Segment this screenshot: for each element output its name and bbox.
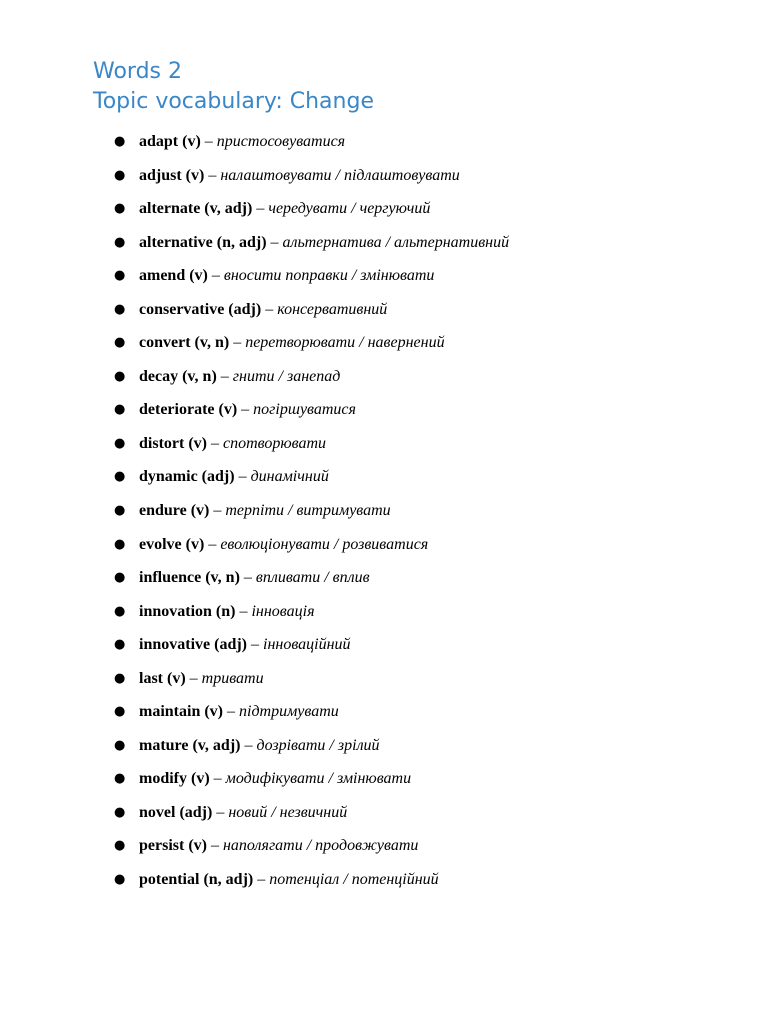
vocabulary-term: endure (v) (139, 502, 210, 520)
bullet-icon: ● (114, 435, 126, 451)
vocabulary-term: potential (n, adj) (139, 871, 254, 889)
bullet-icon: ● (114, 201, 126, 217)
bullet-icon: ● (114, 637, 126, 653)
vocabulary-list (0, 125, 768, 897)
vocabulary-translation: перетворювати / навернений (245, 334, 445, 352)
vocabulary-term: maintain (v) (139, 703, 223, 721)
bullet-icon: ● (114, 335, 126, 351)
vocabulary-translation: інноваційний (263, 636, 351, 654)
vocabulary-term: deteriorate (v) (139, 401, 238, 419)
vocabulary-item (0, 863, 768, 897)
entry-separator: – (216, 367, 233, 385)
bullet-icon: ● (114, 670, 126, 686)
bullet-icon: ● (114, 368, 126, 384)
vocabulary-entry (139, 568, 370, 588)
bullet-icon: ● (114, 402, 126, 418)
entry-separator: – (239, 569, 256, 587)
bullet-icon: ● (114, 872, 126, 888)
vocabulary-translation: підтримувати (239, 703, 339, 721)
vocabulary-entry (139, 166, 460, 186)
vocabulary-term: alternate (v, adj) (139, 200, 253, 218)
vocabulary-translation: пристосовуватися (216, 133, 346, 150)
vocabulary-item (0, 360, 768, 394)
bullet-icon: ● (114, 134, 126, 149)
entry-separator: – (206, 837, 223, 855)
vocabulary-translation: погіршуватися (253, 401, 356, 419)
bullet-icon: ● (114, 469, 126, 485)
vocabulary-entry (139, 602, 315, 622)
bullet-icon: ● (114, 234, 126, 250)
vocabulary-item (0, 662, 768, 696)
vocabulary-item (0, 796, 768, 830)
vocabulary-translation: дозрівати / зрілий (256, 736, 380, 754)
vocabulary-term: decay (v, n) (139, 367, 217, 385)
vocabulary-entry (139, 367, 340, 387)
vocabulary-entry (139, 400, 356, 420)
entry-separator: – (212, 803, 229, 821)
vocabulary-item (0, 460, 768, 494)
entry-separator: – (247, 636, 263, 654)
entry-separator: – (253, 871, 270, 889)
entry-separator: – (266, 233, 283, 251)
bullet-icon: ● (114, 570, 126, 586)
vocabulary-term: innovative (adj) (139, 636, 247, 654)
bullet-icon: ● (114, 268, 126, 284)
entry-separator: – (234, 468, 251, 486)
vocabulary-translation: впливати / вплив (255, 569, 370, 587)
entry-separator: – (204, 166, 221, 184)
bullet-icon: ● (114, 704, 126, 720)
vocabulary-item (0, 393, 768, 427)
vocabulary-term: adjust (v) (139, 166, 205, 184)
vocabulary-term: alternative (n, adj) (139, 233, 267, 251)
vocabulary-entry (139, 467, 329, 487)
vocabulary-translation: альтернатива / альтернативний (282, 233, 510, 251)
bullet-icon: ● (114, 838, 126, 854)
vocabulary-item (0, 427, 768, 461)
entry-separator: – (223, 703, 239, 721)
entry-separator: – (209, 502, 226, 520)
vocabulary-item (0, 595, 768, 629)
vocabulary-item (0, 326, 768, 360)
entry-separator: – (204, 535, 221, 553)
entry-separator: – (235, 602, 252, 620)
vocabulary-translation: гнити / занепад (232, 367, 341, 385)
bullet-icon: ● (114, 603, 126, 619)
bullet-icon: ● (114, 771, 126, 787)
vocabulary-translation: тривати (201, 669, 264, 687)
entry-separator: – (240, 736, 257, 754)
vocabulary-item (0, 159, 768, 193)
vocabulary-item (0, 561, 768, 595)
vocabulary-translation: модифікувати / змінювати (225, 770, 412, 788)
vocabulary-term: novel (adj) (139, 803, 213, 821)
vocabulary-translation: еволюціонувати / розвиватися (220, 535, 429, 553)
vocabulary-entry (139, 669, 264, 689)
vocabulary-translation: інновація (251, 602, 315, 620)
entry-separator: – (252, 200, 269, 218)
document-title: Words 2 (93, 59, 182, 84)
vocabulary-item (0, 259, 768, 293)
vocabulary-term: dynamic (adj) (139, 468, 235, 486)
vocabulary-item (0, 125, 768, 159)
vocabulary-entry (139, 233, 509, 253)
vocabulary-entry (139, 702, 339, 722)
vocabulary-entry (139, 132, 345, 152)
vocabulary-translation: новий / незвичний (228, 803, 348, 821)
vocabulary-term: distort (v) (139, 434, 207, 452)
vocabulary-entry (139, 535, 428, 555)
vocabulary-translation: наполягати / продовжувати (222, 837, 419, 855)
vocabulary-translation: вносити поправки / змінювати (223, 267, 435, 285)
vocabulary-entry (139, 300, 387, 320)
bullet-icon: ● (114, 503, 126, 519)
vocabulary-term: persist (v) (139, 837, 207, 855)
entry-separator: – (209, 770, 226, 788)
vocabulary-item (0, 729, 768, 763)
vocabulary-item (0, 829, 768, 863)
entry-separator: – (200, 133, 217, 150)
document-subtitle: Topic vocabulary: Change (93, 89, 374, 114)
vocabulary-entry (139, 434, 326, 454)
bullet-icon: ● (114, 737, 126, 753)
vocabulary-translation: терпіти / витримувати (225, 502, 391, 520)
entry-separator: – (207, 267, 224, 285)
vocabulary-item (0, 226, 768, 260)
vocabulary-item (0, 628, 768, 662)
vocabulary-term: influence (v, n) (139, 569, 240, 587)
vocabulary-term: modify (v) (139, 770, 210, 788)
bullet-icon: ● (114, 804, 126, 820)
vocabulary-entry (139, 635, 351, 655)
vocabulary-entry (139, 803, 347, 823)
vocabulary-term: amend (v) (139, 267, 208, 285)
vocabulary-entry (139, 870, 439, 890)
vocabulary-term: adapt (v) (139, 133, 201, 150)
vocabulary-item (0, 293, 768, 327)
vocabulary-term: mature (v, adj) (139, 736, 241, 754)
bullet-icon: ● (114, 301, 126, 317)
vocabulary-term: innovation (n) (139, 602, 236, 620)
vocabulary-term: last (v) (139, 669, 186, 687)
vocabulary-translation: потенціал / потенційний (269, 871, 439, 889)
vocabulary-item (0, 494, 768, 528)
bullet-icon: ● (114, 167, 126, 183)
entry-separator: – (237, 401, 254, 419)
vocabulary-term: convert (v, n) (139, 334, 230, 352)
vocabulary-translation: спотворювати (222, 434, 327, 452)
vocabulary-translation: чередувати / чергуючий (268, 200, 431, 218)
entry-separator: – (261, 300, 278, 318)
vocabulary-entry (139, 266, 434, 286)
vocabulary-item (0, 528, 768, 562)
vocabulary-entry (139, 199, 430, 219)
vocabulary-translation: динамічний (250, 468, 329, 486)
vocabulary-entry (139, 836, 418, 856)
vocabulary-item (0, 192, 768, 226)
vocabulary-item (0, 762, 768, 796)
vocabulary-term: evolve (v) (139, 535, 205, 553)
vocabulary-entry (139, 333, 445, 353)
vocabulary-entry (139, 736, 380, 756)
entry-separator: – (206, 434, 223, 452)
vocabulary-translation: налаштовувати / підлаштовувати (220, 166, 460, 184)
vocabulary-item (0, 695, 768, 729)
bullet-icon: ● (114, 536, 126, 552)
vocabulary-entry (139, 769, 411, 789)
vocabulary-term: conservative (adj) (139, 300, 262, 318)
entry-separator: – (229, 334, 246, 352)
vocabulary-translation: консервативний (277, 300, 388, 318)
entry-separator: – (185, 669, 202, 687)
vocabulary-entry (139, 501, 391, 521)
